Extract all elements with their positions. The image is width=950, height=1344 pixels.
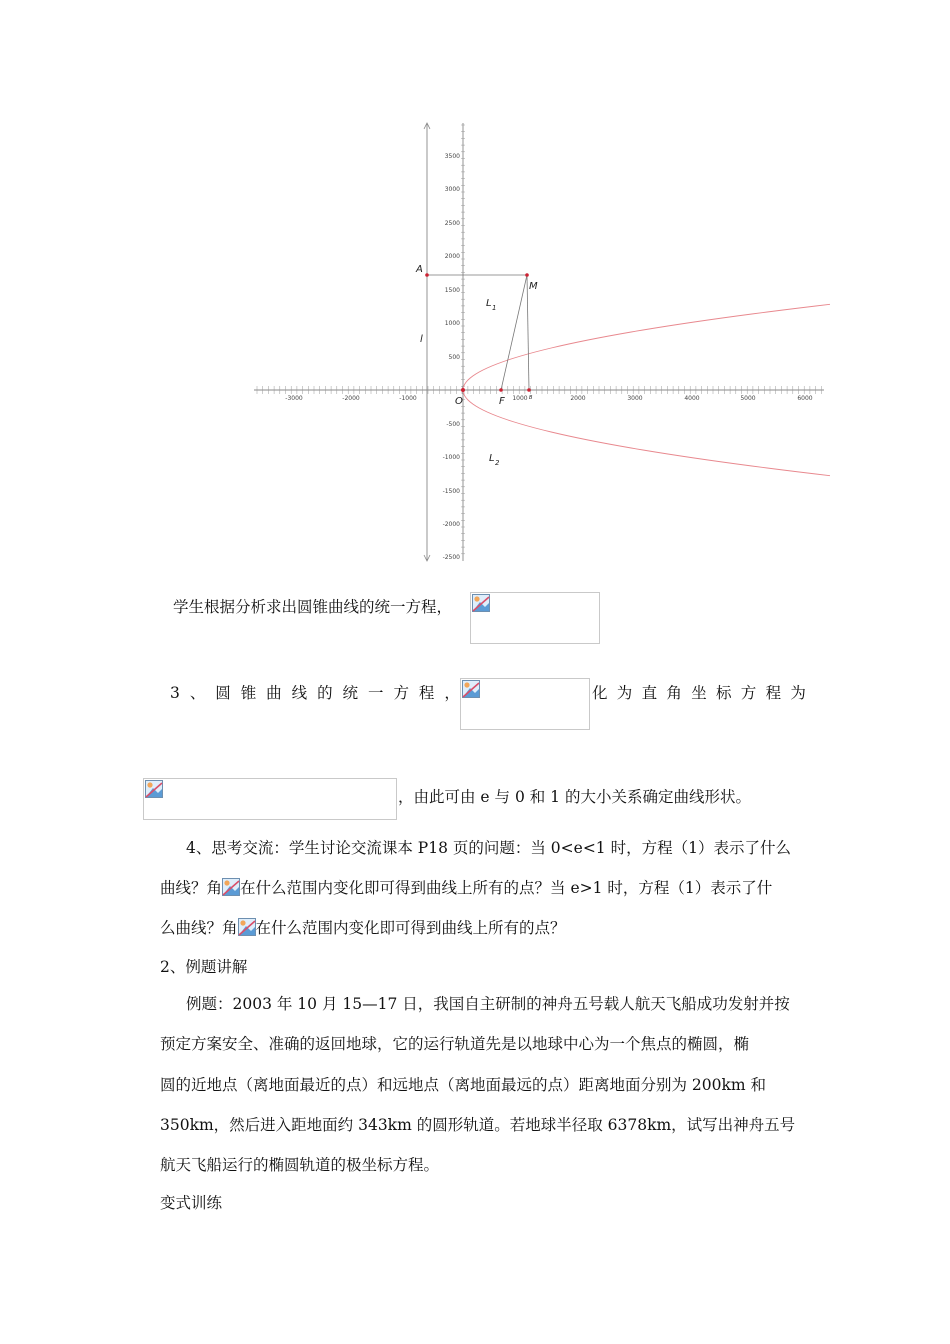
char: 一 [367, 684, 384, 702]
y-tick: 2500 [444, 220, 460, 227]
y-tick: 2000 [444, 253, 460, 260]
label-L2: L [489, 453, 495, 464]
equation-image [470, 592, 600, 644]
example-line-1 [186, 994, 790, 1014]
equation-image [460, 678, 590, 730]
paragraph-item-4-line-1 [186, 838, 791, 858]
text: 变式训练 [160, 1194, 223, 1212]
label-F: F [499, 396, 505, 407]
text: 学生根据分析求出圆锥曲线的统一方程， [173, 598, 453, 616]
x-tick: 3000 [627, 395, 643, 402]
char: ， [444, 684, 460, 702]
char: 曲 [266, 684, 282, 702]
point-labels [415, 264, 538, 467]
minor-ticks [257, 125, 821, 554]
y-tick: 1000 [444, 320, 460, 327]
char: 的 [317, 684, 333, 702]
label-O: O [455, 396, 463, 407]
parabola-curve [463, 115, 830, 560]
text: 在什么范围内变化即可得到曲线上所有的点？ [255, 919, 566, 937]
char: 程 [418, 684, 435, 702]
label-M: M [529, 281, 538, 292]
char: 坐 [691, 684, 707, 702]
char: 为 [790, 684, 806, 702]
char: 统 [342, 684, 359, 702]
point-M [525, 273, 529, 277]
text: 预定方案安全、准确的返回地球，它的运行轨道先是以地球中心为一个焦点的椭圆，椭 [160, 1035, 750, 1053]
theta-image-icon [222, 878, 240, 896]
paragraph-item-3-c [398, 787, 751, 807]
text: 350km，然后进入距地面约 343km 的圆形轨道。若地球半径取 6378km，试写出神舟五号 [160, 1116, 796, 1134]
x-tick: 4000 [684, 395, 700, 402]
y-tick: -2500 [442, 554, 460, 561]
y-tick: 3500 [444, 153, 460, 160]
paragraph-item-3-a [170, 683, 460, 703]
theta-image-icon [238, 918, 256, 936]
text: 4、思考交流：学生讨论交流课本 P18 页的问题：当 0<e<1 时，方程（1）表示了什么 [186, 839, 791, 857]
segment-MB [527, 275, 529, 390]
char: 3 [170, 684, 180, 702]
x-tick: 2000 [570, 395, 586, 402]
section-heading-variant-training [160, 1193, 222, 1213]
text: 么曲线？角 [160, 919, 238, 937]
text: 曲线？角 [160, 879, 223, 897]
image-placeholder-icon [462, 680, 480, 698]
x-tick: 6000 [797, 395, 813, 402]
image-placeholder-icon [472, 594, 490, 612]
char: 方 [393, 684, 409, 702]
y-tick: 3000 [444, 186, 460, 193]
label-B: B [529, 395, 533, 401]
x-tick: -2000 [342, 395, 360, 402]
char: 程 [765, 684, 782, 702]
section-heading-examples [160, 957, 247, 977]
example-line-2 [160, 1034, 749, 1054]
x-tick: 1000 [512, 395, 528, 402]
y-tick: 500 [448, 354, 460, 361]
point-B [527, 388, 531, 392]
text: 例题：2003 年 10 月 15—17 日，我国自主研制的神舟五号载人航天飞船成功发射并按 [186, 995, 790, 1013]
text: 航天飞船运行的椭圆轨道的极坐标方程。 [160, 1156, 440, 1174]
label-l: l [420, 334, 423, 345]
char: 锥 [240, 684, 257, 702]
char: 标 [715, 684, 732, 702]
char: 直 [641, 684, 658, 702]
y-tick: -1000 [442, 454, 460, 461]
image-placeholder-icon [145, 780, 163, 798]
paragraph-item-4-line-2 [160, 878, 772, 898]
y-tick: -1500 [442, 488, 460, 495]
char: 线 [291, 684, 308, 702]
char: 角 [666, 684, 682, 702]
conic-section-figure [250, 115, 830, 570]
text: 2、例题讲解 [160, 958, 248, 976]
text: 圆的近地点（离地面最近的点）和远地点（离地面最远的点）距离地面分别为 200km 和 [160, 1076, 767, 1094]
equation-image [143, 778, 397, 820]
y-tick: -500 [446, 421, 460, 428]
y-tick: 1500 [444, 287, 460, 294]
point-O [461, 388, 465, 392]
char: 化 [592, 684, 608, 702]
x-tick: -1000 [399, 395, 417, 402]
label-L1: L [486, 298, 492, 309]
tick-labels [285, 153, 813, 561]
text: ，由此可由 e 与 0 和 1 的大小关系确定曲线形状。 [398, 788, 751, 806]
y-tick: -2000 [442, 521, 460, 528]
segment-FM [501, 275, 527, 390]
example-line-4 [160, 1115, 795, 1135]
x-tick: -3000 [285, 395, 303, 402]
label-L1-sub: 1 [492, 304, 497, 312]
point-A [425, 273, 429, 277]
char: 为 [616, 684, 633, 702]
paragraph-item-3-b [592, 683, 806, 703]
example-line-3 [160, 1075, 766, 1095]
points [425, 273, 531, 392]
char: 方 [740, 684, 757, 702]
text: 在什么范围内变化即可得到曲线上所有的点？当 e>1 时，方程（1）表示了什 [240, 879, 773, 897]
char: 、 [189, 684, 206, 702]
example-line-5 [160, 1155, 439, 1175]
label-L2-sub: 2 [495, 459, 500, 467]
x-tick: 5000 [740, 395, 756, 402]
axes [254, 123, 824, 561]
paragraph-item-4-line-3 [160, 918, 566, 938]
label-A: A [416, 264, 423, 275]
point-F [499, 388, 503, 392]
char: 圆 [215, 684, 231, 702]
paragraph-unified-equation [173, 597, 452, 617]
